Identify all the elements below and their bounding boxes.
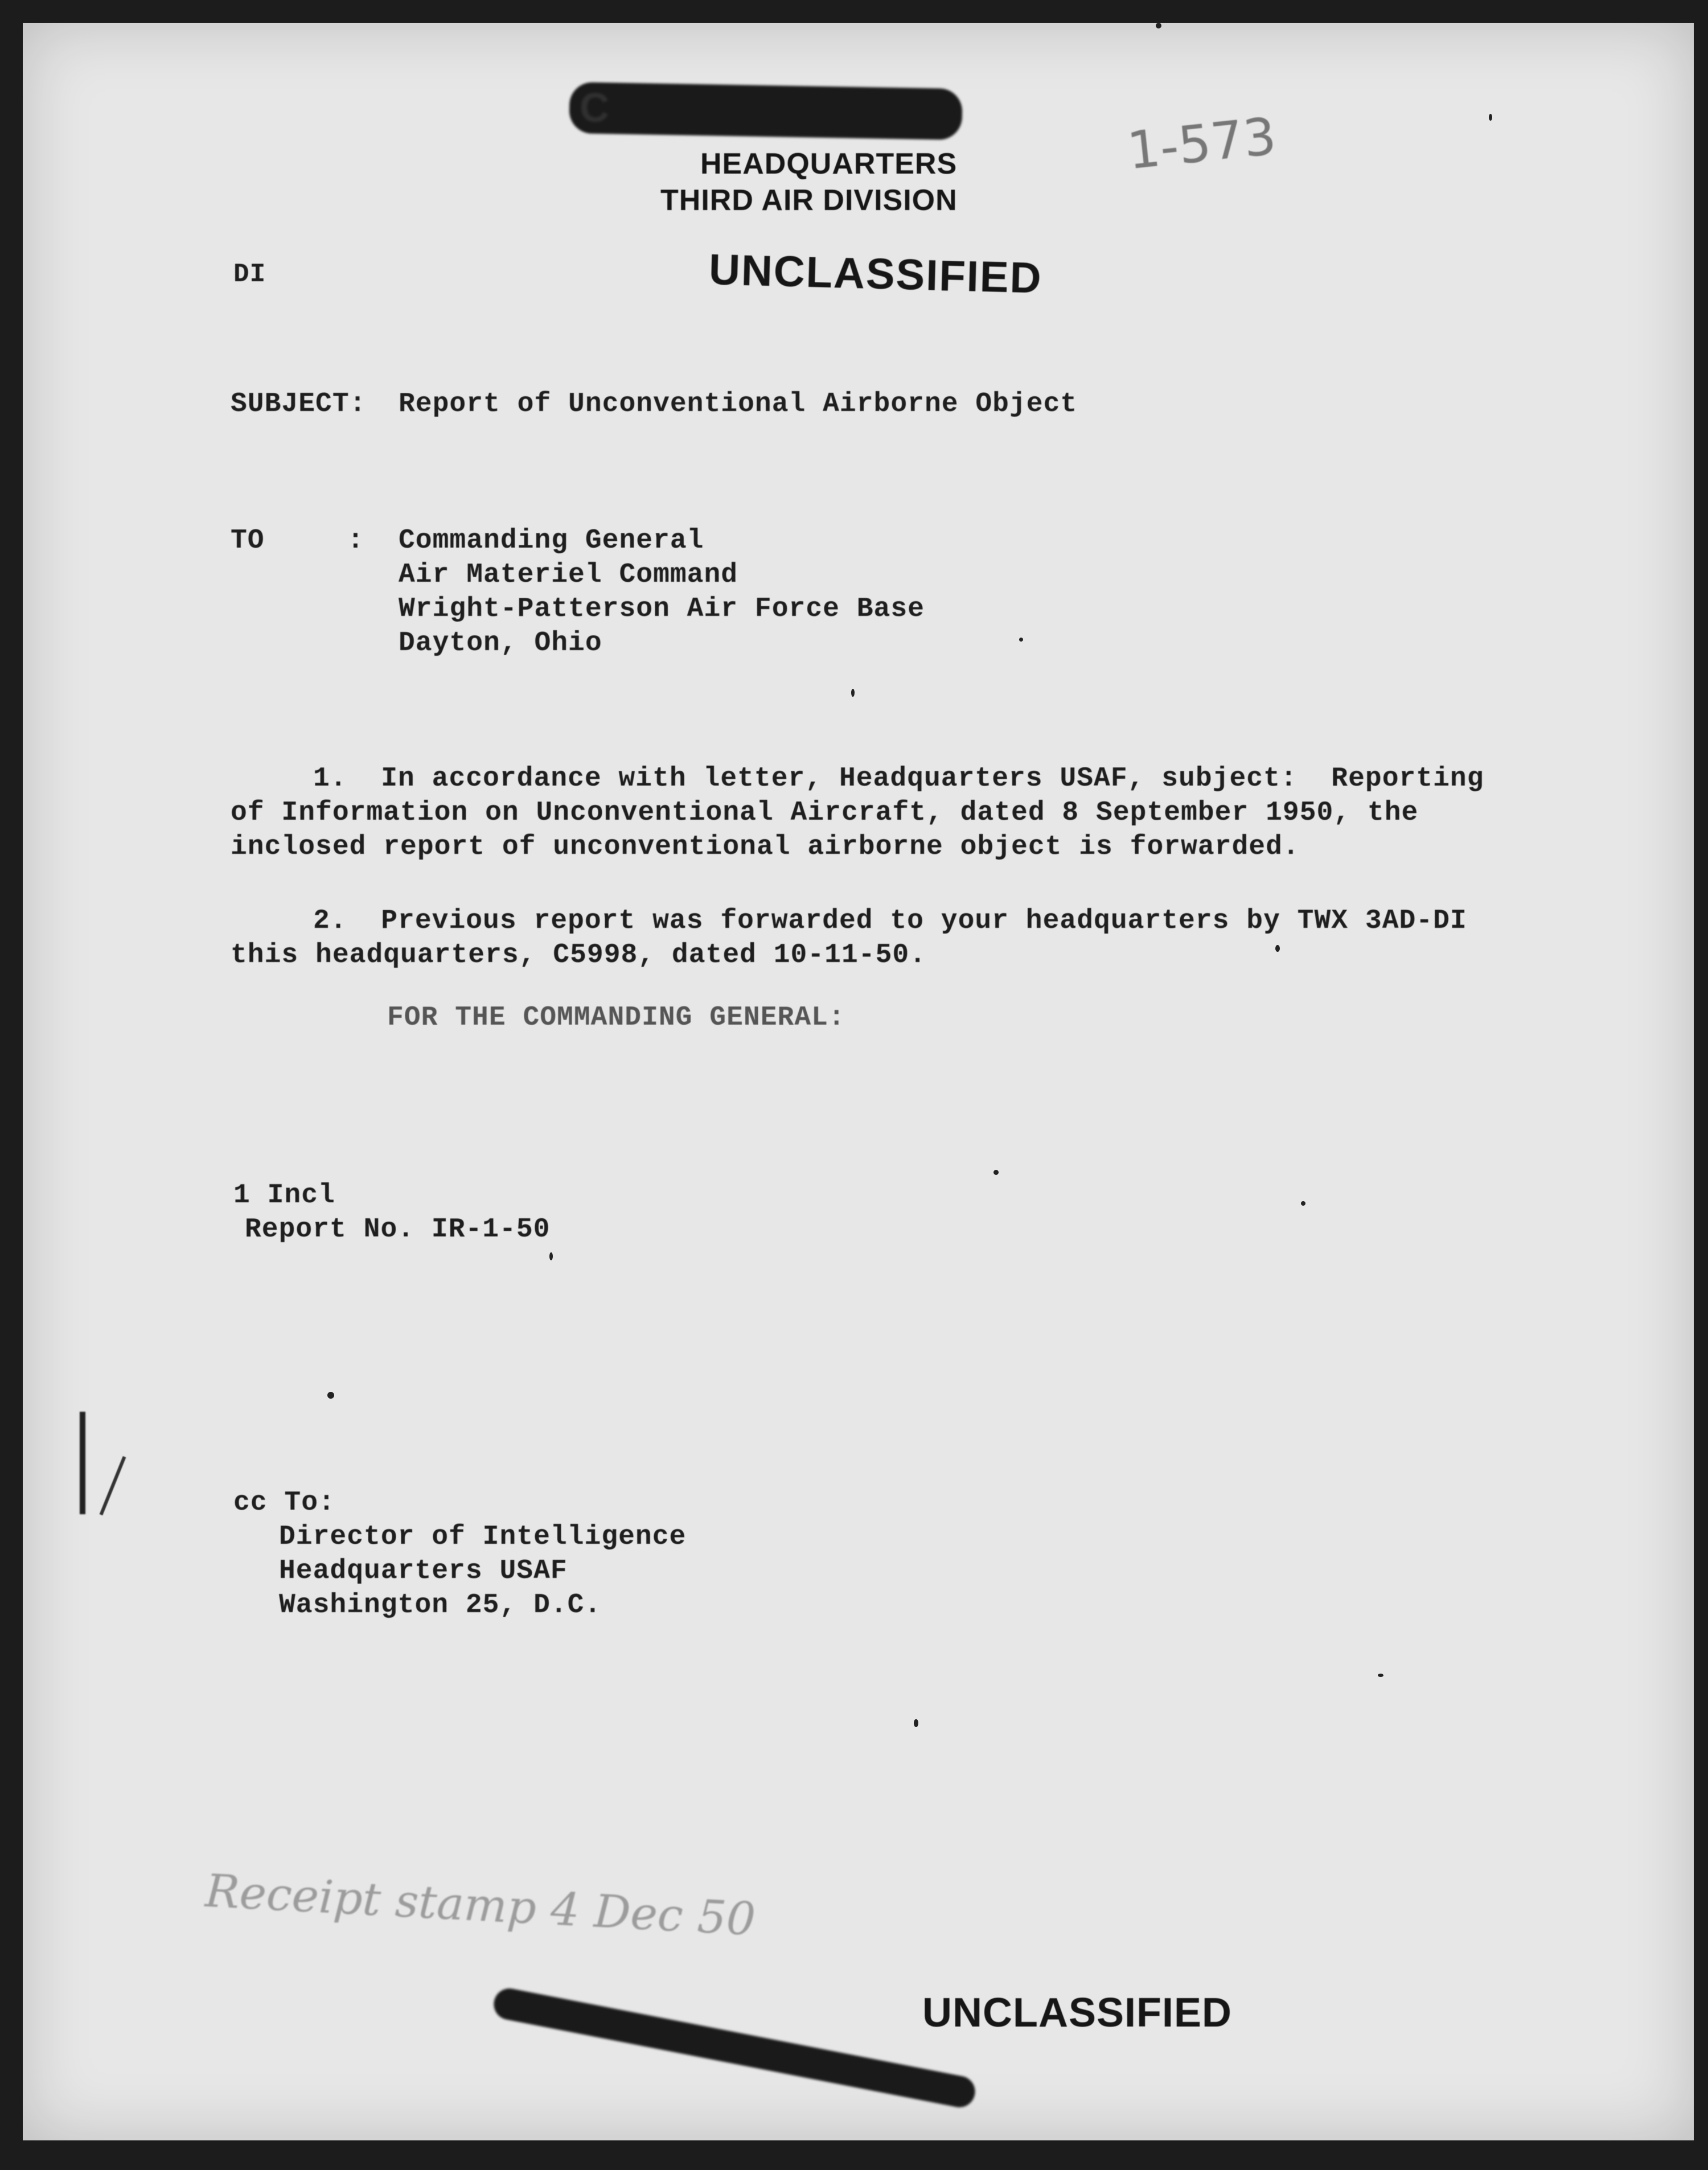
margin-bracket-mark (80, 1412, 85, 1514)
speck (851, 689, 855, 697)
speck (327, 1392, 334, 1399)
to-line-2: Air Materiel Command (399, 560, 738, 590)
paragraph-2-line-1: 2. Previous report was forwarded to your headquarters by TWX 3AD-DI (313, 906, 1467, 936)
speck (993, 1170, 999, 1175)
speck (914, 1719, 918, 1727)
to-label: TO (231, 525, 265, 556)
speck (1275, 945, 1280, 952)
handwritten-receipt-note: Receipt stamp 4 Dec 50 (204, 1864, 757, 1946)
speck (1019, 638, 1023, 642)
cc-label: cc To: (233, 1487, 335, 1518)
to-separator: : (347, 525, 364, 556)
classification-stamp-bottom: UNCLASSIFIED (922, 1990, 1233, 2036)
document-page (23, 23, 1694, 2140)
cc-line-3: Washington 25, D.C. (279, 1590, 602, 1621)
paragraph-1-line-1: 1. In accordance with letter, Headquarters USAF, subject: Reporting (313, 763, 1484, 794)
paragraph-1-line-2: of Information on Unconventional Aircraft, dated 8 September 1950, the (231, 798, 1419, 828)
speck (1301, 1201, 1305, 1206)
redaction-bar-top (569, 82, 962, 140)
to-line-1: Commanding General (399, 525, 704, 556)
subject-label: SUBJECT: (231, 389, 367, 420)
margin-slash-mark (100, 1456, 126, 1515)
classification-stamp-top: UNCLASSIFIED (708, 245, 1043, 303)
org-line-1: HEADQUARTERS (700, 147, 958, 180)
speck (1489, 114, 1492, 121)
inclosure-item: Report No. IR-1-50 (245, 1214, 551, 1245)
paragraph-1-line-3: inclosed report of unconventional airborne object is forwarded. (231, 832, 1300, 862)
cc-line-1: Director of Intelligence (279, 1522, 687, 1552)
redaction-bar-bottom (491, 1986, 978, 2110)
inclosure-count: 1 Incl (233, 1180, 335, 1211)
speck (549, 1252, 553, 1260)
speck (1156, 23, 1161, 28)
to-line-4: Dayton, Ohio (399, 628, 602, 659)
redacted-prefix: C (579, 85, 610, 131)
org-line-2: THIRD AIR DIVISION (660, 184, 958, 217)
margin-code: DI (233, 260, 266, 289)
speck (1378, 1674, 1383, 1677)
to-line-3: Wright-Patterson Air Force Base (399, 594, 925, 624)
handwritten-number: 1-573 (1124, 106, 1279, 182)
subject-text: Report of Unconventional Airborne Object (399, 389, 1078, 420)
closing-line: FOR THE COMMANDING GENERAL: (387, 1002, 845, 1033)
cc-line-2: Headquarters USAF (279, 1556, 568, 1587)
paragraph-2-line-2: this headquarters, C5998, dated 10-11-50. (231, 940, 926, 971)
